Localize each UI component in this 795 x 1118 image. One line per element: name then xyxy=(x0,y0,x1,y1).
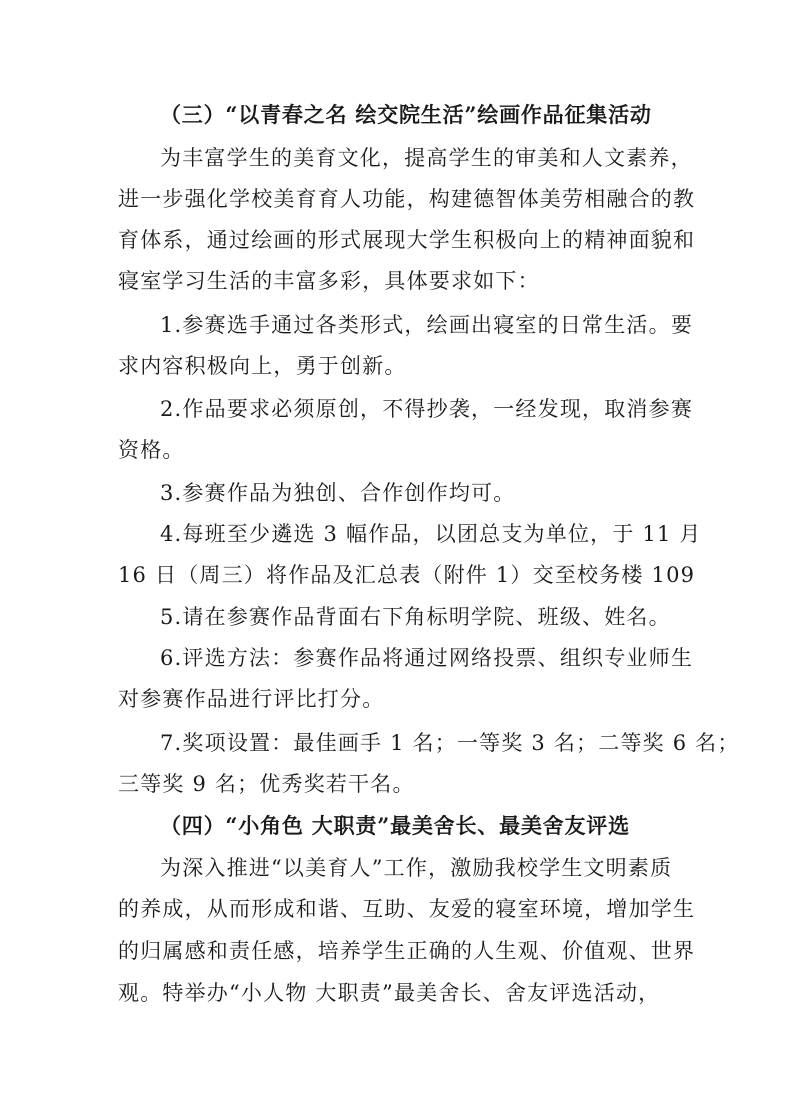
section-3-heading: （三）“以青春之名 绘交院生活”绘画作品征集活动 xyxy=(160,102,652,127)
requirement-item-4: 4.每班至少遴选 3 幅作品，以团总支为单位，于 11 月 xyxy=(160,522,702,546)
requirement-item-6-cont: 对参赛作品进行评比打分。 xyxy=(118,687,385,711)
requirement-item-7: 7.奖项设置：最佳画手 1 名；一等奖 3 名；二等奖 6 名； xyxy=(160,731,740,755)
section-3-intro-line: 寝室学习生活的丰富多彩，具体要求如下： xyxy=(118,269,540,293)
section-4-intro-line: 为深入推进“以美育人”工作，激励我校学生文明素质 xyxy=(160,856,673,880)
requirement-item-2-cont: 资格。 xyxy=(118,438,185,462)
section-3-intro-line: 进一步强化学校美育育人功能，构建德智体美劳相融合的教 xyxy=(118,187,696,211)
requirement-item-2: 2.作品要求必须原创，不得抄袭，一经发现，取消参赛 xyxy=(160,397,694,421)
section-3-intro-line: 育体系，通过绘画的形式展现大学生积极向上的精神面貌和 xyxy=(118,228,696,252)
requirement-item-6: 6.评选方法：参赛作品将通过网络投票、组织专业师生 xyxy=(160,646,694,670)
section-4-intro-line: 的养成，从而形成和谐、互助、友爱的寝室环境，增加学生 xyxy=(118,897,696,921)
requirement-item-4-cont: 16 日（周三）将作品及汇总表（附件 1）交至校务楼 109 xyxy=(118,563,696,587)
section-4-heading: （四）“小角色 大职责”最美舍长、最美舍友评选 xyxy=(160,813,630,838)
requirement-item-7-cont: 三等奖 9 名；优秀奖若干名。 xyxy=(118,772,415,796)
requirement-item-1-cont: 求内容积极向上，勇于创新。 xyxy=(118,354,407,378)
requirement-item-5: 5.请在参赛作品背面右下角标明学院、班级、姓名。 xyxy=(160,605,671,629)
section-3-intro-line: 为丰富学生的美育文化，提高学生的审美和人文素养， xyxy=(160,146,693,170)
section-4-intro-line: 的归属感和责任感，培养学生正确的人生观、价值观、世界 xyxy=(118,939,696,963)
section-4-intro-line: 观。特举办“小人物 大职责”最美舍长、舍友评选活动， xyxy=(118,981,661,1005)
requirement-item-1: 1.参赛选手通过各类形式，绘画出寝室的日常生活。要 xyxy=(160,313,694,337)
requirement-item-3: 3.参赛作品为独创、合作创作均可。 xyxy=(160,481,516,505)
